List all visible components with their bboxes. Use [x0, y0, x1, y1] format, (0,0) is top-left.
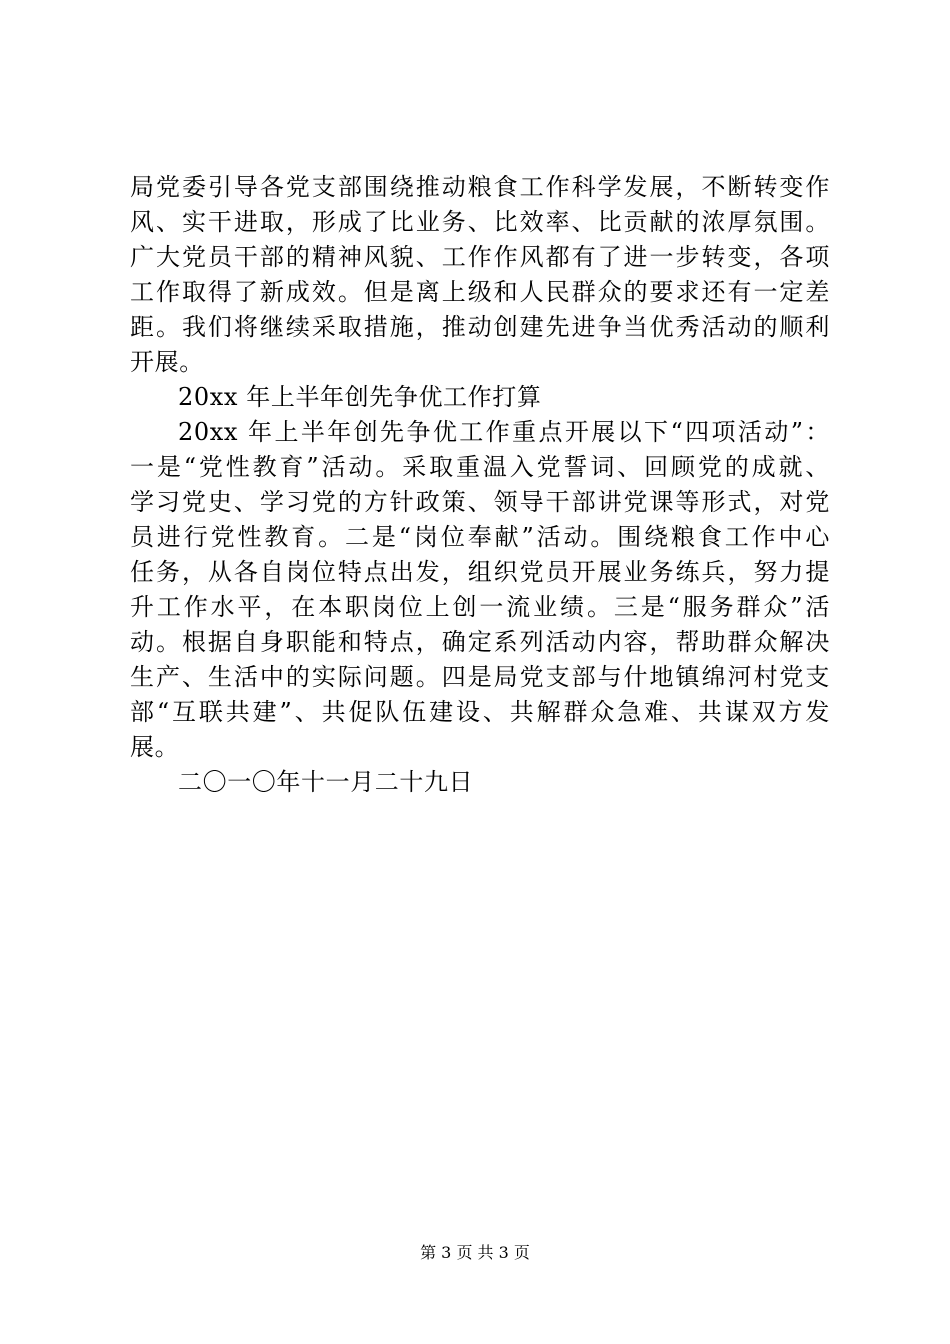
document-body: [130, 170, 830, 800]
paragraph-1-line-1: 局党委引导各党支部围绕推动粮食工作科学发展，不断转变作: [130, 173, 830, 201]
paragraph-1-line-5: 距。我们将继续采取措施，推动创建先进争当优秀活动的顺利: [130, 313, 830, 341]
paragraph-2-line-3: 学习党史、学习党的方针政策、领导干部讲党课等形式，对党: [130, 488, 830, 516]
page-number-footer: 第 3 页 共 3 页: [420, 1243, 530, 1262]
paragraph-1-line-3: 广大党员干部的精神风貌、工作作风都有了进一步转变，各项: [130, 243, 830, 271]
document-date: 二〇一〇年十一月二十九日: [178, 768, 474, 796]
paragraph-2-line-10: 展。: [130, 733, 180, 761]
paragraph-2-line-1: 20xx 年上半年创先争优工作重点开展以下“四项活动”：: [178, 418, 830, 446]
paragraph-1-line-4: 工作取得了新成效。但是离上级和人民群众的要求还有一定差: [130, 278, 830, 306]
paragraph-2-line-2: 一是“党性教育”活动。采取重温入党誓词、回顾党的成就、: [130, 453, 830, 481]
paragraph-1-line-2: 风、实干进取，形成了比业务、比效率、比贡献的浓厚氛围。: [130, 208, 830, 236]
paragraph-1-line-6: 开展。: [130, 348, 204, 376]
paragraph-2-line-6: 升工作水平，在本职岗位上创一流业绩。三是“服务群众”活: [130, 593, 830, 621]
paragraph-2-line-7: 动。根据自身职能和特点，确定系列活动内容，帮助群众解决: [130, 628, 830, 656]
paragraph-2-line-9: 部“互联共建”、共促队伍建设、共解群众急难、共谋双方发: [130, 698, 830, 726]
paragraph-2-line-4: 员进行党性教育。二是“岗位奉献”活动。围绕粮食工作中心: [130, 523, 830, 551]
paragraph-2-line-5: 任务，从各自岗位特点出发，组织党员开展业务练兵，努力提: [130, 558, 830, 586]
section-title: 20xx 年上半年创先争优工作打算: [178, 383, 542, 411]
paragraph-2-line-8: 生产、生活中的实际问题。四是局党支部与什地镇绵河村党支: [130, 663, 830, 691]
